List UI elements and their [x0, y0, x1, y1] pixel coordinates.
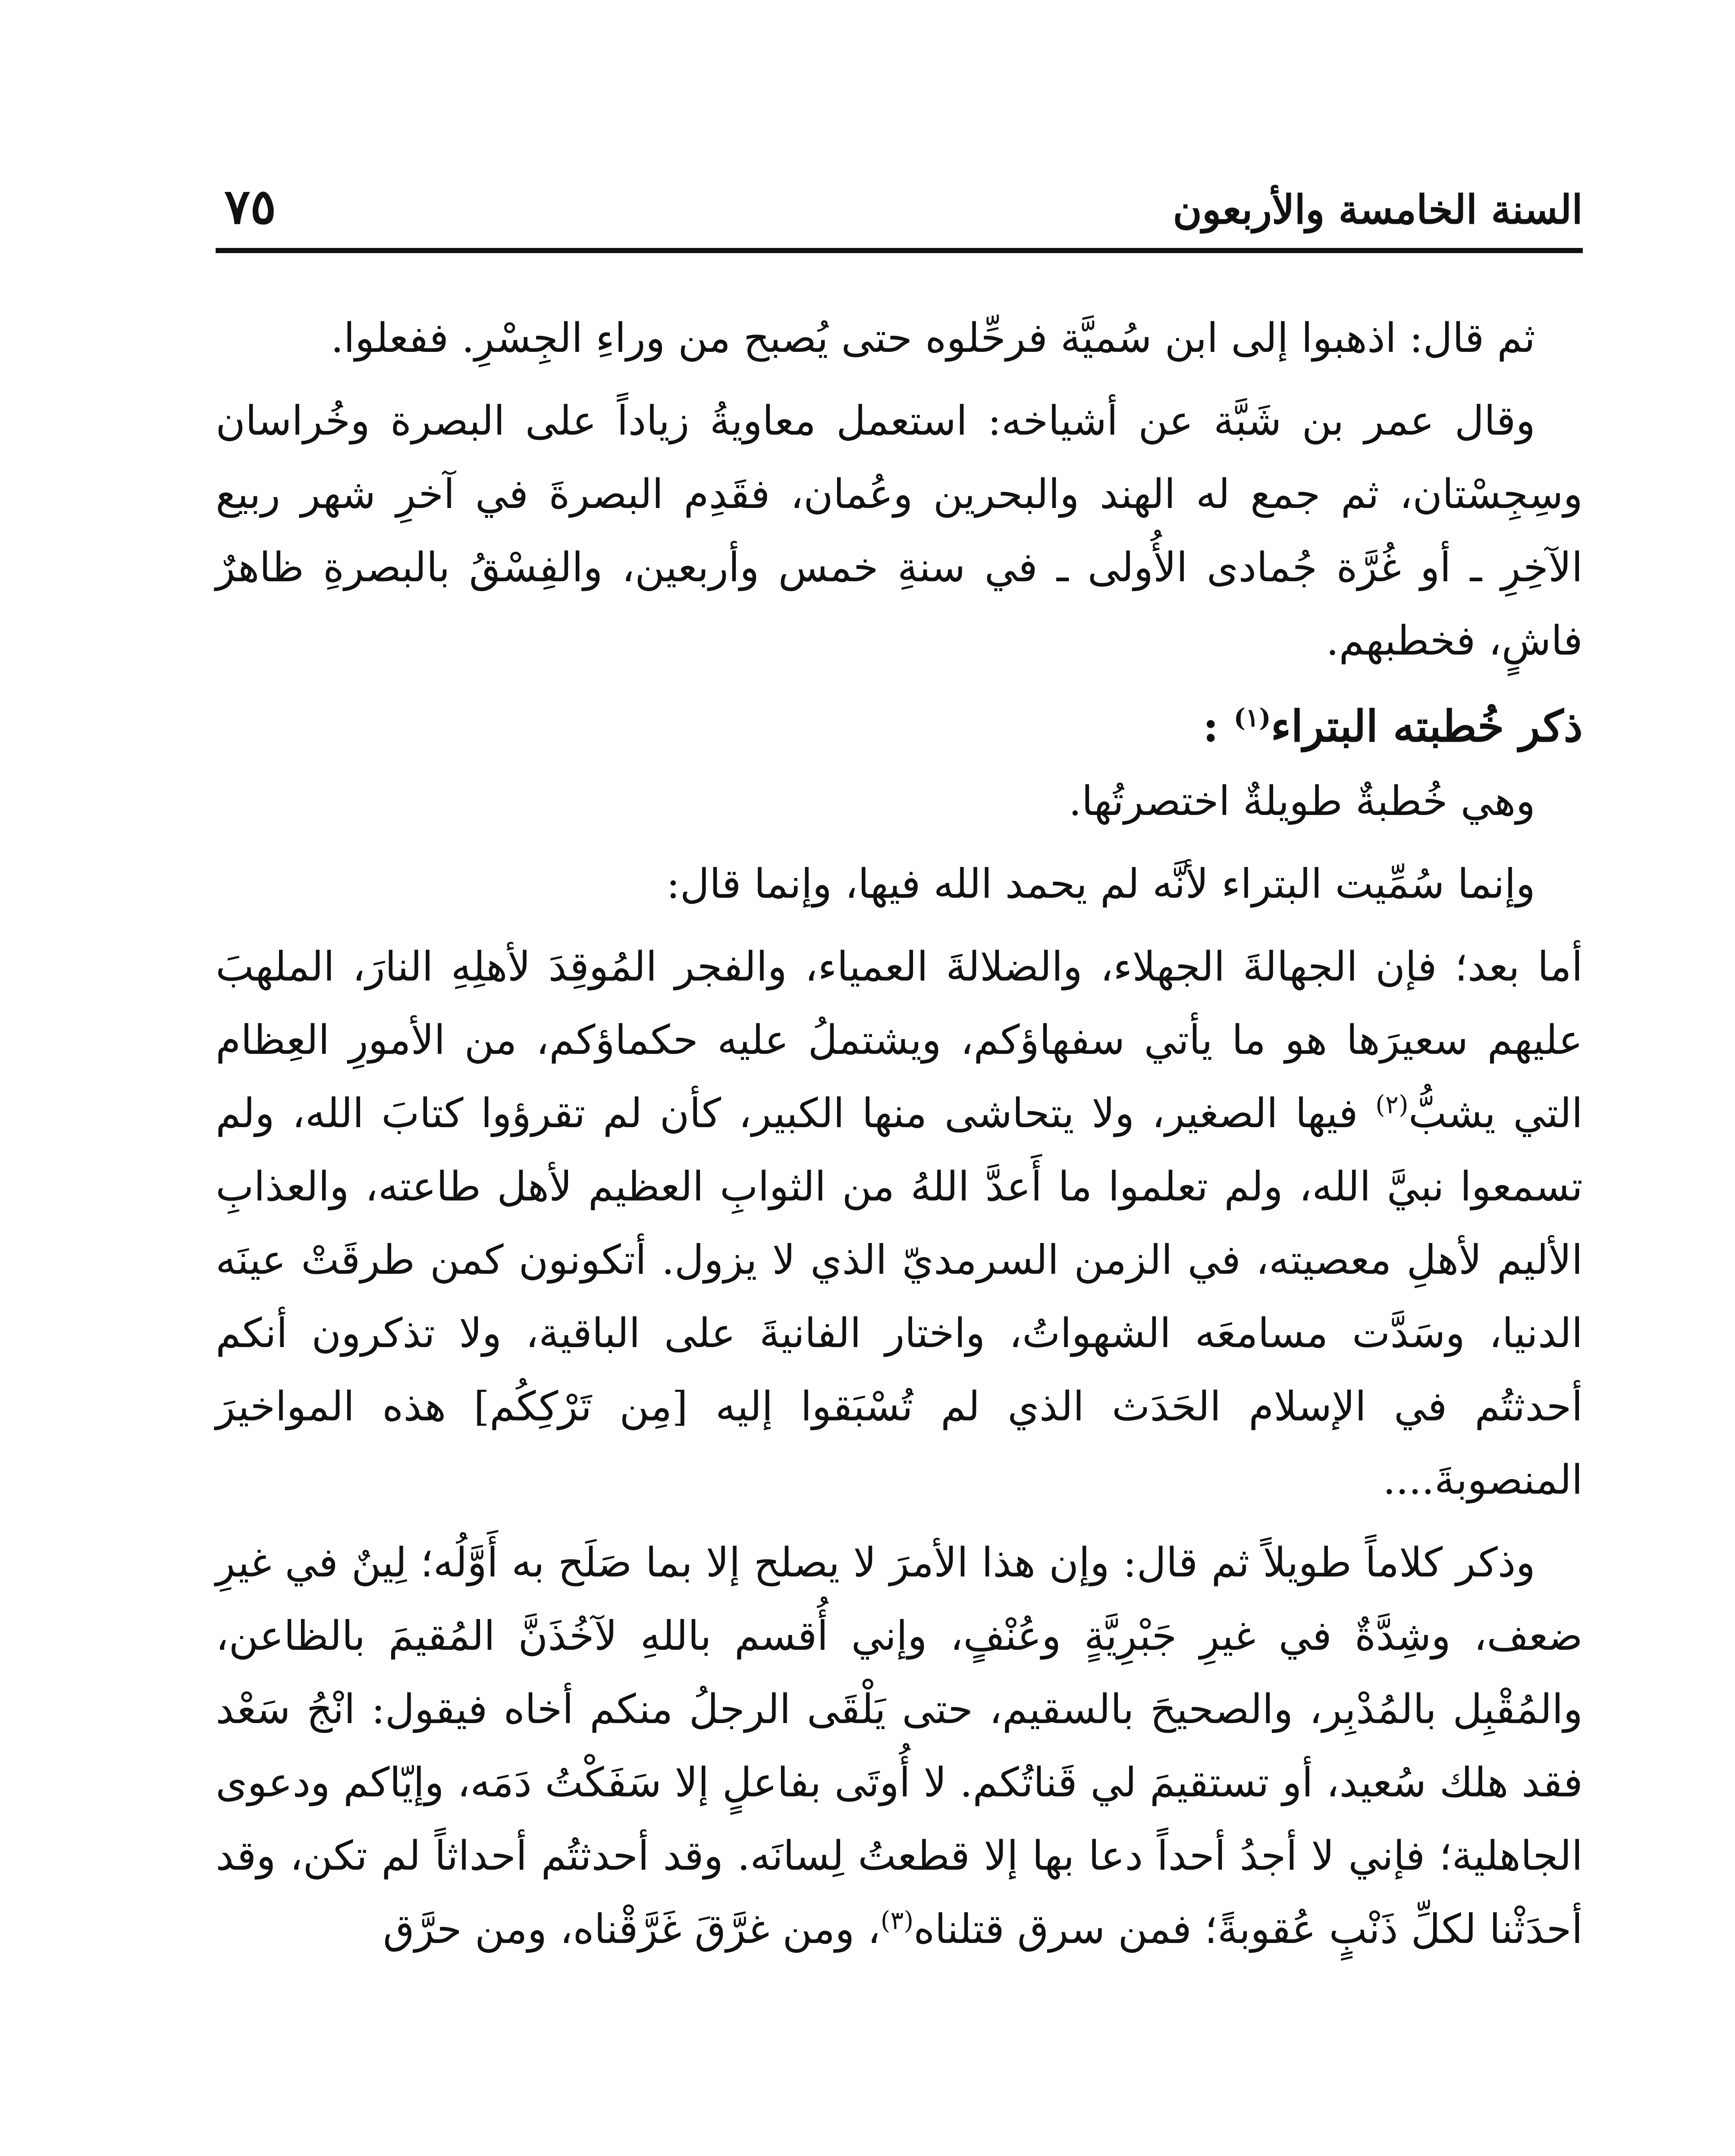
- page-header: [216, 172, 1583, 237]
- footnote-ref: (١): [1233, 703, 1271, 733]
- section-heading: [216, 687, 1583, 765]
- section-heading-colon: :: [1202, 701, 1219, 752]
- paragraph: [216, 1526, 1583, 1966]
- header-rule: [216, 248, 1583, 253]
- speech-text: وذكر كلاماً طويلاً ثم قال: وإن هذا الأمرَ لا يصلح إلا بما صَلَح به أَوَّلُه؛ لِينٌ في غيرِ ضعف، وشِدَّةٌ في غيرِ جَبْرِيَّةٍ وعُنْفٍ، وإني أُقسم باللهِ لآخُذَنَّ المُقيمَ بالظاعن، والمُقْبِل بالمُدْبِر، والصحيحَ بالسقيم، حتى يَلْقَى الرجلُ منكم أخاه فيقول: انْجُ سَعْد فقد هلك سُعيد، أو تستقيمَ لي قَناتُكم. لا أُوتَى بفاعلٍ إلا سَفَكْتُ دَمَه، وإيّاكم ودعوى الجاهلية؛ فإني لا أجدُ أحداً دعا بها إلا قطعتُ لِسانَه. وقد أحدثتُم أحداثاً لم تكن، وقد أحدَثْنا لكلِّ ذَنْبٍ عُقوبةً؛ فمن سرق قتلناه: [216, 1539, 1583, 1953]
- speech-text: أما بعد؛ فإن الجهالةَ الجهلاء، والضلالةَ العمياء، والفجر المُوقِدَ لأهلِهِ النارَ، الملهبَ عليهم سعيرَها هو ما يأتي سفهاؤكم، ويشتملُ عليه حكماؤكم، من الأمورِ العِظام التي يشبُّ: [216, 943, 1583, 1137]
- paragraph: وقال عمر بن شَبَّة عن أشياخه: استعمل معاويةُ زياداً على البصرة وخُراسان وسِجِسْتان، ثم جمع له الهند والبحرين وعُمان، فقَدِم البصرةَ في آخرِ شهر ربيع الآخِرِ ـ أو غُرَّة جُمادى الأُولى ـ في سنةِ خمس وأربعين، والفِسْقُ بالبصرةِ ظاهرٌ فاشٍ، فخطبهم.: [216, 398, 1583, 664]
- paragraph: وإنما سُمِّيت البتراء لأنَّه لم يحمد الله فيها، وإنما قال:: [666, 861, 1535, 908]
- footnote-ref: (٢): [1375, 1090, 1409, 1119]
- page-number: ٧٥: [224, 179, 276, 235]
- paragraph: وهي خُطبةٌ طويلةٌ اختصرتُها.: [1069, 778, 1535, 825]
- main-text: [216, 302, 1583, 1976]
- speech-text: ، ومن غرَّقَ غَرَّقْناه، ومن حرَّق: [383, 1906, 881, 1953]
- running-title: السنة الخامسة والأربعون: [1173, 186, 1583, 233]
- paragraph: ثم قال: اذهبوا إلى ابن سُميَّة فرحِّلوه حتى يُصبح من وراءِ الجِسْرِ. ففعلوا.: [330, 315, 1535, 362]
- speech-text: فيها الصغير، ولا يتحاشى منها الكبير، كأن لم تقرؤوا كتابَ الله، ولم تسمعوا نبيَّ الله، ولم تعلموا ما أَعدَّ اللهُ من الثوابِ العظيم لأهل طاعته، والعذابِ الأليم لأهلِ معصيته، في الزمن السرمديّ الذي لا يزول. أتكونون كمن طرقَتْ عينَه الدنيا، وسَدَّت مسامعَه الشهواتُ، واختار الفانيةَ على الباقية، ولا تذكرون أنكم أحدثتُم في الإسلام الحَدَث الذي لم تُسْبَقوا إليه [مِن تَرْكِكُم] هذه المواخيرَ المنصوبةَ....: [216, 1090, 1583, 1504]
- quoted-speech: [216, 931, 1583, 1517]
- section-heading-text: ذكر خُطبته البتراء: [1271, 701, 1583, 752]
- footnote-ref: (٣): [880, 1905, 914, 1935]
